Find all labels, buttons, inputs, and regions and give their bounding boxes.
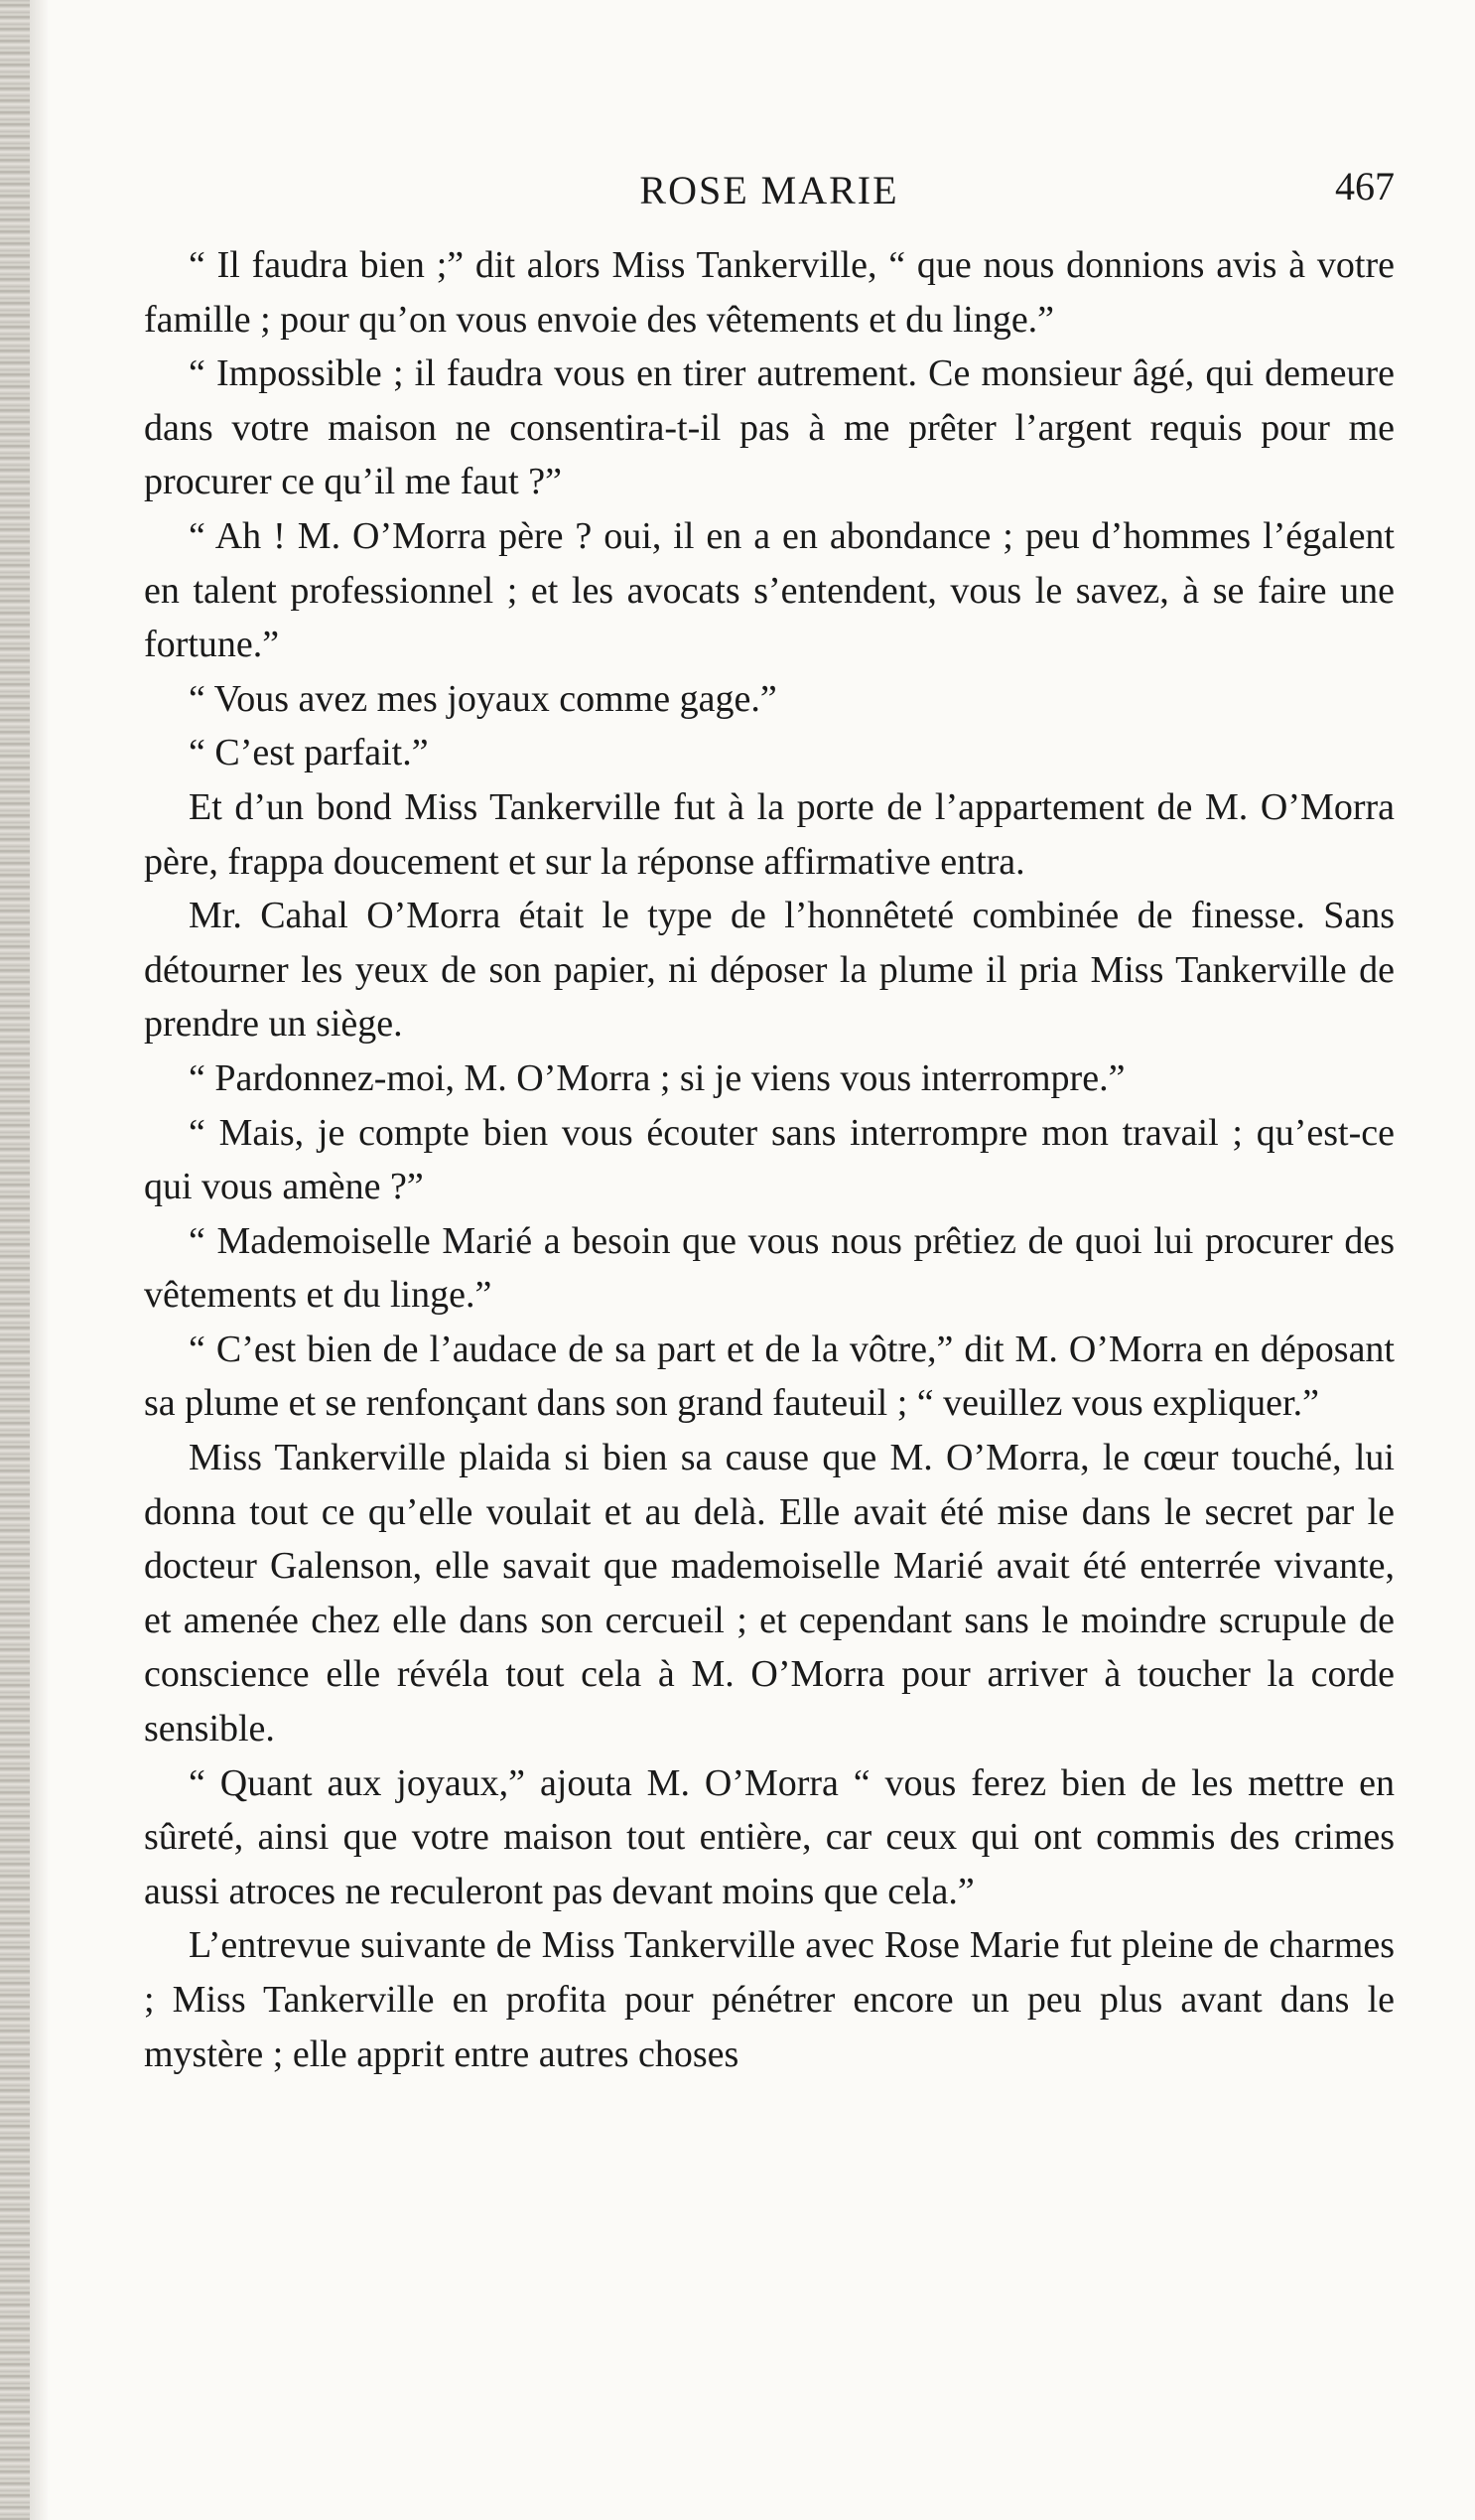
paragraph: “ Ah ! M. O’Morra père ? oui, il en a en abondance ; peu d’hommes l’égalent en talent professionnel ; et les avocats s’entendent, vous le savez, à se faire une fortune.” — [144, 514, 1395, 666]
body-text — [144, 238, 1395, 2081]
paragraph: “ Pardonnez-moi, M. O’Morra ; si je viens vous interrompre.” — [189, 1056, 1126, 1099]
paragraph: “ Vous avez mes joyaux comme gage.” — [189, 677, 777, 720]
paragraph: “ Mademoiselle Marié a besoin que vous nous prêtiez de quoi lui procurer des vêtements et du linge.” — [144, 1219, 1395, 1317]
paragraph: “ Il faudra bien ;” dit alors Miss Tankerville, “ que nous donnions avis à votre famille ; pour qu’on vous envoie des vêtements et du linge.” — [144, 244, 1395, 341]
paragraph: L’entrevue suivante de Miss Tankerville avec Rose Marie fut pleine de charmes ; Miss Tankerville en profita pour pénétrer encore un peu plus avant dans le mystère ; elle apprit entre autres choses — [144, 1924, 1395, 2075]
paragraph: “ C’est bien de l’audace de sa part et de la vôtre,” dit M. O’Morra en déposant sa plume et se renfonçant dans son grand fauteuil ; “ veuillez vous expliquer.” — [144, 1328, 1395, 1425]
paragraph: “ Quant aux joyaux,” ajouta M. O’Morra “ vous ferez bien de les mettre en sûreté, ainsi que votre maison tout entière, car ceux qui ont commis des crimes aussi atroces ne reculeront pas devant moins que cela.” — [144, 1761, 1395, 1912]
paragraph: Miss Tankerville plaida si bien sa cause que M. O’Morra, le cœur touché, lui donna tout ce qu’elle voulait et au delà. Elle avait été mise dans le secret par le docteur Galenson, elle savait que mademoiselle Marié avait été enterrée vivante, et amenée chez elle dans son cercueil ; et cependant sans le moindre scrupule de conscience elle révéla tout cela à M. O’Morra pour arriver à toucher la corde sensible. — [144, 1437, 1395, 1750]
paragraph: “ Impossible ; il faudra vous en tirer autrement. Ce monsieur âgé, qui demeure dans votre maison ne consentira-t-il pas à me prêter l’argent requis pour me procurer ce qu’il me faut ?” — [144, 352, 1395, 503]
page-header — [144, 161, 1395, 220]
paragraph: “ C’est parfait.” — [189, 732, 429, 774]
page-number: 467 — [1335, 164, 1395, 209]
paragraph: Mr. Cahal O’Morra était le type de l’honnêteté combinée de finesse. Sans détourner les yeux de son papier, ni déposer la plume il pria Miss Tankerville de prendre un siège. — [144, 895, 1395, 1046]
paragraph: “ Mais, je compte bien vous écouter sans interrompre mon travail ; qu’est-ce qui vous amène ?” — [144, 1111, 1395, 1208]
paragraph: Et d’un bond Miss Tankerville fut à la porte de l’appartement de M. O’Morra père, frappa doucement et sur la réponse affirmative entra. — [144, 785, 1395, 883]
running-title: ROSE MARIE — [639, 168, 899, 212]
page-binding-edge — [0, 0, 30, 2520]
